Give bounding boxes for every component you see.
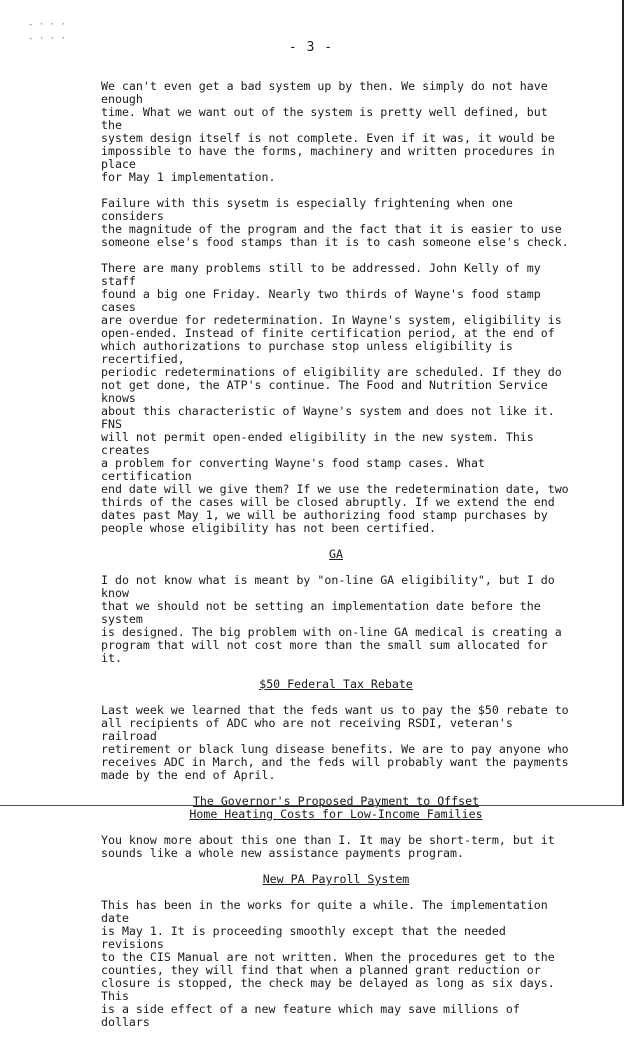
scan-specks: - · · · - · · · bbox=[28, 20, 66, 44]
paragraph-governor-payment: You know more about this one than I. It may be short-term, but it sounds like a whole new assistance payments program. bbox=[101, 833, 555, 860]
paragraph-problems: There are many problems still to be addressed. John Kelly of my staff found a big one Friday. Nearly two thirds of Wayne's food stamp cases are overdue for redetermination. In Wayne's system, eligibility is open-ended. Instead of finite certification period, at the end of which authorizations to purchase stop unless eligibility is recertified, periodic redeterminations of eligibility are scheduled. If they do not get done, the ATP's continue. The Food and Nutrition Service knows about this characteristic of Wayne's system and does not like it. FNS will not permit open-ended eligibility in the new system. This creates a problem for converting Wayne's food stamp cases. What certification end date will we give them? If we use the redetermination date, two thirds of the cases will be closed abruptly. If we extend the end dates past May 1, we will be authorizing food stamp purchases by people whose eligibility has not been certified. bbox=[101, 261, 569, 535]
heading-payroll: New PA Payroll System bbox=[262, 872, 410, 886]
heading-tax-rebate: $50 Federal Tax Rebate bbox=[259, 677, 413, 691]
heading-ga: GA bbox=[329, 547, 343, 561]
paragraph-failure-risk: Failure with this sysetm is especially frightening when one considers the magnitude of the program and the fact that it is easier to use someone else's food stamps than it is to cash someone else's check. bbox=[101, 196, 569, 249]
heading-governor-payment: The Governor's Proposed Payment to Offset Home Heating Costs for Low-Income Families bbox=[189, 794, 483, 821]
page-number: - 3 - bbox=[288, 40, 334, 55]
paragraph-ga: I do not know what is meant by "on-line GA eligibility", but I do know that we should not be setting an implementation date before the system is designed. The big problem with on-line GA medical is creating a program that will not cost more than the small sum allocated for it. bbox=[101, 573, 562, 665]
paragraph-system-readiness: We can't even get a bad system up by then. We simply do not have enough time. What we want out of the system is pretty well defined, but the system design itself is not complete. Even if it was, it would be impossible to have the forms, machinery and written procedures in place for May 1 implementation. bbox=[101, 79, 555, 184]
document-body bbox=[101, 80, 571, 1042]
paragraph-payroll: This has been in the works for quite a while. The implementation date is May 1. It is proceeding smoothly except that the needed revisions to the CIS Manual are not written. When the procedures get to the counties, they will find that when a planned grant reduction or closure is stopped, the check may be delayed as long as six days. This is a side effect of a new feature which may save millions of dollars bbox=[101, 898, 555, 1029]
paragraph-tax-rebate: Last week we learned that the feds want us to pay the $50 rebate to all recipients of ADC who are not receiving RSDI, veteran's railroad retirement or black lung disease benefits. We are to pay anyone who receives ADC in March, and the feds will probably want the payments made by the end of April. bbox=[101, 703, 569, 782]
